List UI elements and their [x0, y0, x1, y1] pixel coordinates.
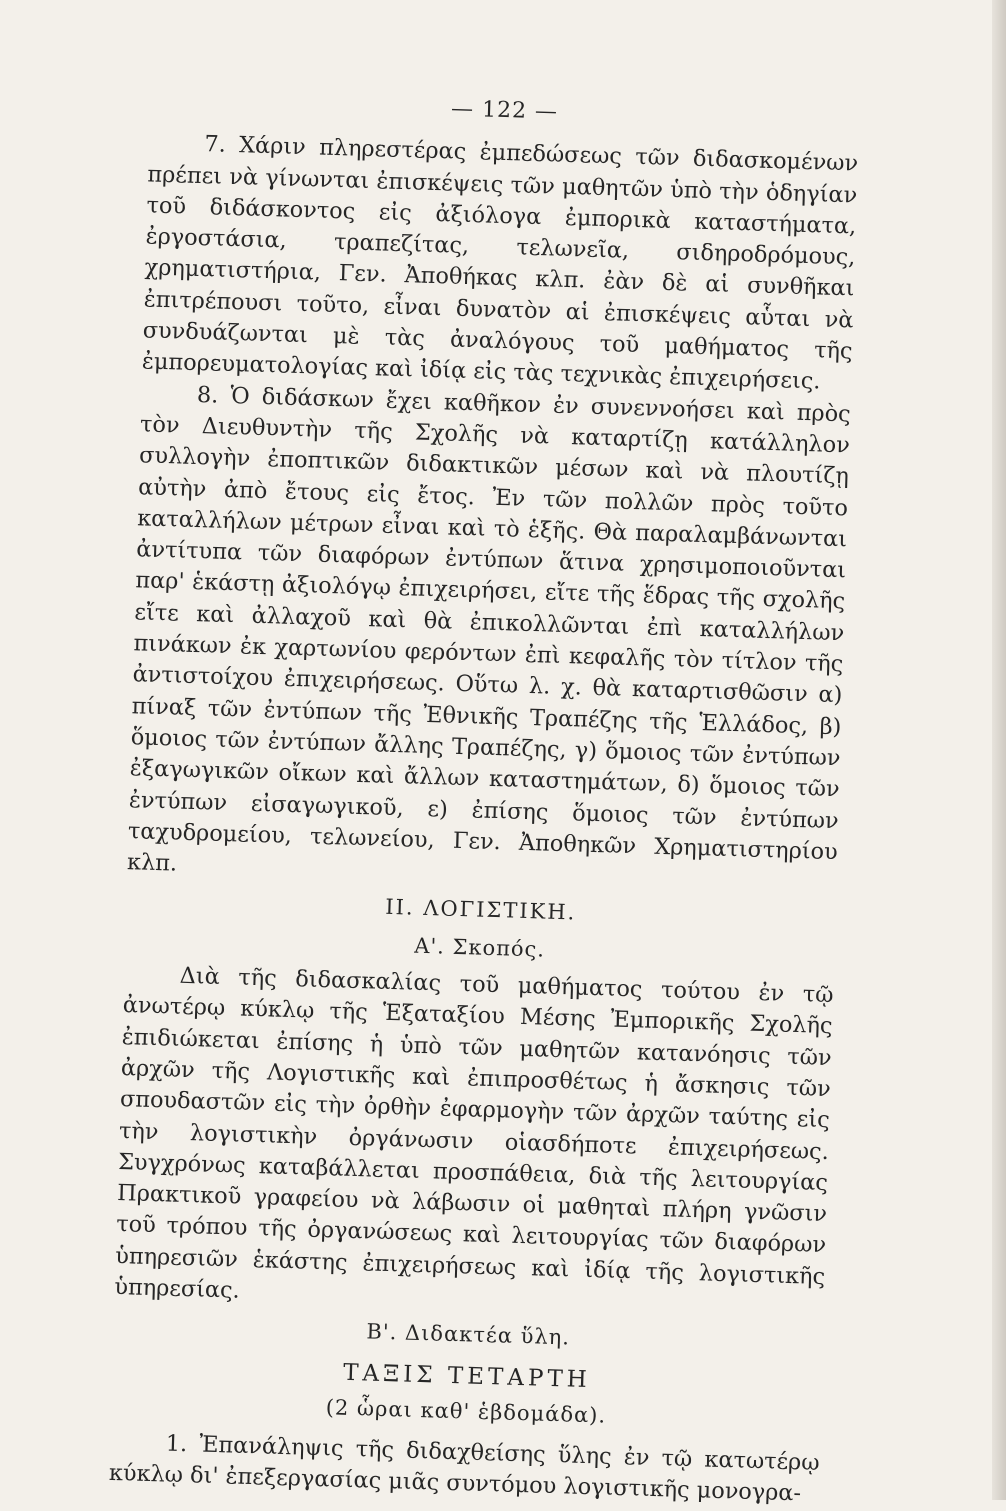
- paragraph-7: 7. Χάριν πληρεστέρας ἐμπεδώσεως τῶν διδασκομένων πρέπει νὰ γίνωνται ἐπισκέψεις τῶν μαθητῶν ὑπὸ τὴν ὁδηγίαν τοῦ διδάσκοντος εἰς ἀξιόλογα ἐμπορικὰ καταστήματα, ἐργοστάσια, τραπεζίτας, τελωνεῖα, σιδηροδρόμους, χρηματιστήρια, Γεν. Ἀποθήκας κλπ. ἐὰν δὲ αἱ συνθῆκαι ἐπιτρέπουσι τοῦτο, εἶναι δυνατὸν αἱ ἐπισκέψεις αὗται νὰ συνδυάζωνται μὲ τὰς ἀναλόγους τοῦ μαθήματος τῆς ἐμπορευματολογίας καὶ ἰδίᾳ εἰς τὰς τεχνικὰς ἐπιχειρήσεις.: [141, 131, 859, 395]
- paragraph-8: 8. Ὁ διδάσκων ἔχει καθῆκον ἐν συνεννοήσει καὶ πρὸς τὸν Διευθυντὴν τῆς Σχολῆς νὰ καταρτίζῃ κατάλληλον συλλογὴν ἐποπτικῶν διδακτικῶν μέσων καὶ νὰ πλουτίζῃ αὐτὴν ἀπὸ ἔτους εἰς ἔτος. Ἐν τῶν πολλῶν πρὸς τοῦτο καταλλήλων μέτρων εἶναι καὶ τὸ ἑξῆς. Θὰ παραλαμβάνωνται ἀντίτυπα τῶν διαφόρων ἐντύπων ἅτινα χρησιμοποιοῦνται παρ' ἑκάστῃ ἀξιολόγῳ ἐπιχειρήσει, εἴτε τῆς ἕδρας τῆς σχολῆς εἴτε καὶ ἀλλαχοῦ καὶ θὰ ἐπικολλῶνται ἐπὶ καταλλήλων πινάκων ἐκ χαρτωνίου φερόντων ἐπὶ κεφαλῆς τὸν τίτλον τῆς ἀντιστοίχου ἐπιχειρήσεως. Οὕτω λ. χ. θὰ καταρτισθῶσιν α) πίναξ τῶν ἐντύπων τῆς Ἐθνικῆς Τραπέζης τῆς Ἑλλάδος, β) ὅμοιος τῶν ἐντύπων ἄλλης Τραπέζης, γ) ὅμοιος τῶν ἐντύπων ἐξαγωγικῶν οἴκων καὶ ἄλλων καταστημάτων, δ) ὅμοιος τῶν ἐντύπων εἰσαγωγικοῦ, ε) ἐπίσης ὅμοιος τῶν ἐντύπων ταχυδρομείου, τελωνείου, Γεν. Ἀποθηκῶν Χρηματιστηρίου κλπ.: [126, 381, 852, 877]
- section-heading: II. ΛΟΓΙΣΤΙΚΗ.: [384, 895, 577, 925]
- page-number: — 122 —: [450, 96, 559, 125]
- paragraph-aim: Διὰ τῆς διδασκαλίας τοῦ μαθήματος τούτου ἐν τῷ ἀνωτέρῳ κύκλῳ τῆς Ἑξαταξίου Μέσης Ἐμπορικῆς Σχολῆς ἐπιδιώκεται ἐπίσης ἡ ὑπὸ τῶν μαθητῶν κατανόησις τῶν ἀρχῶν τῆς Λογιστικῆς καὶ ἐπιπροσθέτως ἡ ἄσκησις τῶν σπουδαστῶν εἰς τὴν ὀρθὴν ἐφαρμογὴν τῶν ἀρχῶν ταύτης εἰς τὴν λογιστικὴν ὀργάνωσιν οἱασδήποτε ἐπιχειρήσεως. Συγχρόνως καταβάλλεται προσπάθεια, διὰ τῆς λειτουργίας Πρακτικοῦ γραφείου νὰ λάβωσιν οἱ μαθηταὶ πλήρη γνῶσιν τοῦ τρόπου τῆς ὀργανώσεως καὶ λειτουργίας τῶν διαφόρων ὑπηρεσιῶν ἑκάστης ἐπιχειρήσεως καὶ ἰδίᾳ τῆς λογιστικῆς ὑπηρεσίας.: [114, 962, 834, 1304]
- subheading-syllabus: Β'. Διδακτέα ὕλη.: [366, 1319, 571, 1350]
- class-heading: ΤΑΞΙΣ ΤΕΤΑΡΤΗ: [342, 1359, 592, 1393]
- page-edge-shadow: [992, 0, 1006, 1500]
- book-page: [108, 84, 859, 1510]
- paragraph-1: 1. Ἐπανάληψις τῆς διδαχθείσης ὕλης ἐν τῷ κατωτέρῳ κύκλῳ δι' ἐπεξεργασίας μιᾶς συντόμου λογιστικῆς μονογρα-: [108, 1430, 820, 1507]
- hours-note: (2 ὧραι καθ' ἑβδομάδα).: [325, 1395, 607, 1428]
- subheading-aim: Α'. Σκοπός.: [413, 933, 546, 962]
